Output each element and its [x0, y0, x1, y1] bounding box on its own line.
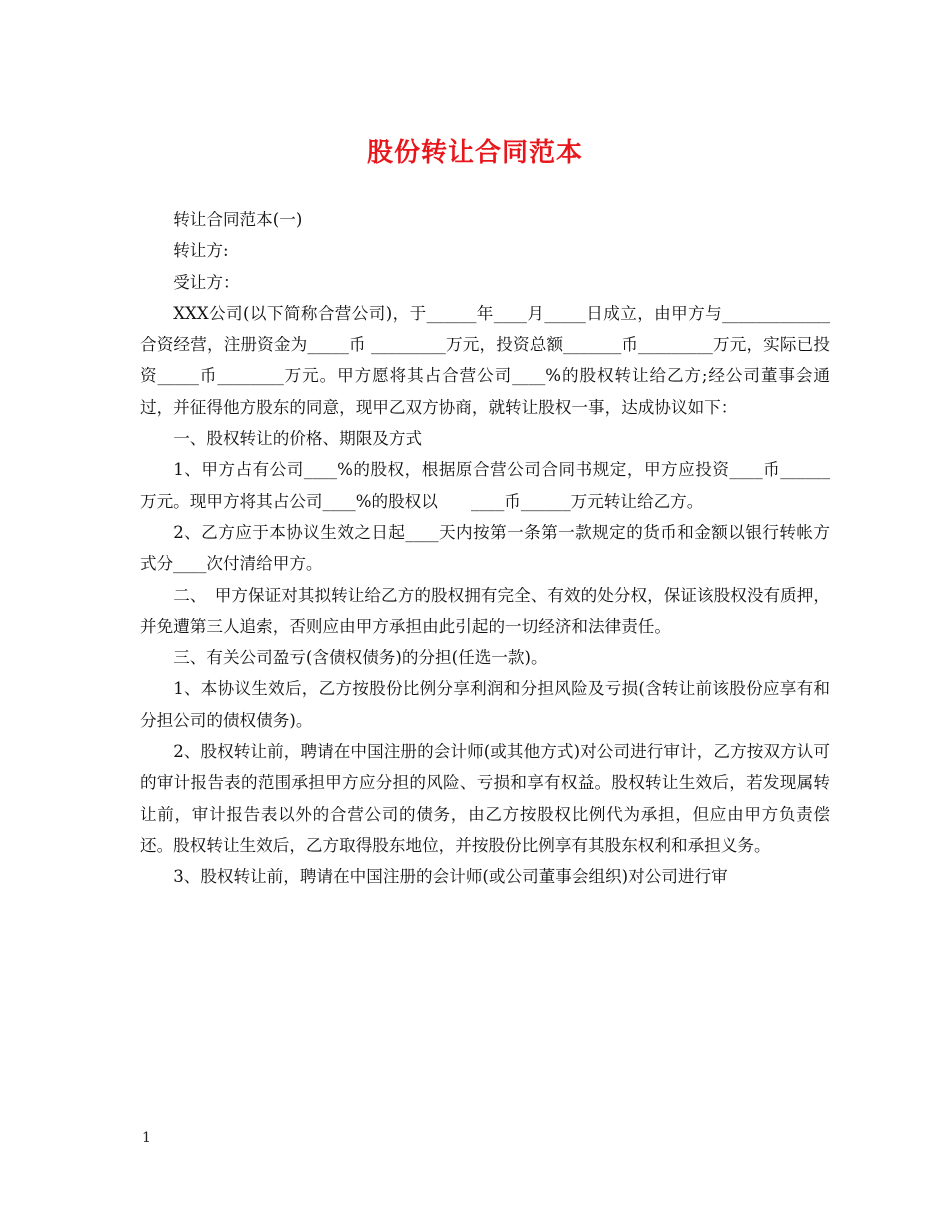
paragraph: 2、股权转让前，聘请在中国注册的会计师(或其他方式)对公司进行审计，乙方按双方认可的审计报告表的范围承担甲方应分担的风险、亏损和享有权益。股权转让生效后，若发现属转让前，审计报告表以外的合营公司的债务，由乙方按股权比例代为承担，但应由甲方负责偿还。股权转让生效后，乙方取得股东地位，并按股份比例享有其股东权利和承担义务。	[140, 742, 830, 855]
paragraph: 二、 甲方保证对其拟转让给乙方的股权拥有完全、有效的处分权，保证该股权没有质押，并免遭第三人追索，否则应由甲方承担由此引起的一切经济和法律责任。	[140, 585, 830, 636]
paragraph: 1、本协议生效后，乙方按股份比例分享利润和分担风险及亏损(含转让前该股份应享有和分担公司的债权债务)。	[140, 679, 830, 730]
document-body	[140, 204, 830, 893]
paragraph: 2、乙方应于本协议生效之日起____天内按第一条第一款规定的货币和金额以银行转帐方式分____次付清给甲方。	[140, 522, 830, 574]
paragraph: 转让方:	[173, 241, 229, 261]
paragraph: 3、股权转让前，聘请在中国注册的会计师(或公司董事会组织)对公司进行审	[173, 867, 728, 887]
paragraph: 一、股权转让的价格、期限及方式	[173, 429, 423, 449]
paragraph: XXX公司(以下简称合营公司)，于______年____月_____日成立，由甲方与_____________合资经营，注册资金为_____币 _________万元，投资总额_______币_________万元，实际已投资_____币________万元。甲方愿将其占合营公司____%的股权转让给乙方;经公司董事会通过，并征得他方股东的同意，现甲乙双方协商，就转让股权一事，达成协议如下：	[140, 303, 830, 417]
paragraph: 1、甲方占有公司____%的股权，根据原合营公司合同书规定，甲方应投资____币______万元。现甲方将其占公司____%的股权以 ____币______万元转让给乙方。	[140, 460, 830, 511]
page-number: 1	[142, 1130, 151, 1146]
document-title: 股份转让合同范本	[366, 138, 583, 168]
paragraph: 受让方：	[173, 272, 240, 292]
paragraph: 转让合同范本(一)	[173, 210, 303, 229]
paragraph: 三、有关公司盈亏(含债权债务)的分担(任选一款)。	[173, 648, 548, 668]
